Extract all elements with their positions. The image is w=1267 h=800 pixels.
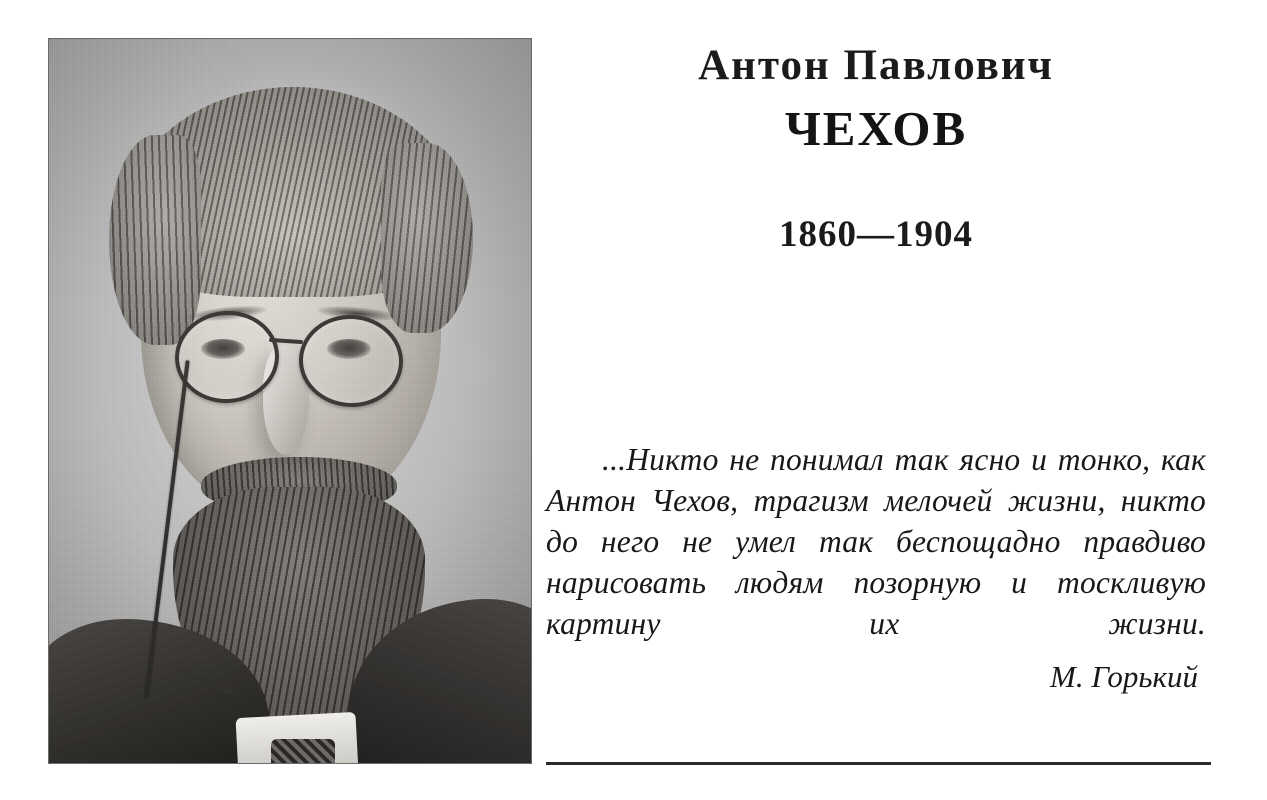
quotation-block bbox=[546, 440, 1206, 695]
portrait-hair-left-side bbox=[109, 135, 201, 345]
portrait-hair-right-side bbox=[381, 143, 473, 333]
quotation-text: ...Никто не понимал так ясно и тонко, как Антон Чехов, трагизм мелочей жизни, никто до него не умел так беспощадно правдиво нарисовать людям позорную и тоскливую картину их жизни. bbox=[546, 442, 1206, 641]
quotation-author: М. Горький bbox=[1050, 658, 1198, 694]
page-title-surname: ЧЕХОВ bbox=[784, 101, 968, 157]
heading-block bbox=[546, 40, 1206, 256]
horizontal-rule bbox=[546, 762, 1211, 765]
portrait-necktie bbox=[271, 739, 335, 764]
portrait-photo bbox=[48, 38, 532, 764]
life-years: 1860—1904 bbox=[779, 214, 973, 256]
page-title-first-name-patronymic: Антон Павлович bbox=[698, 42, 1054, 89]
